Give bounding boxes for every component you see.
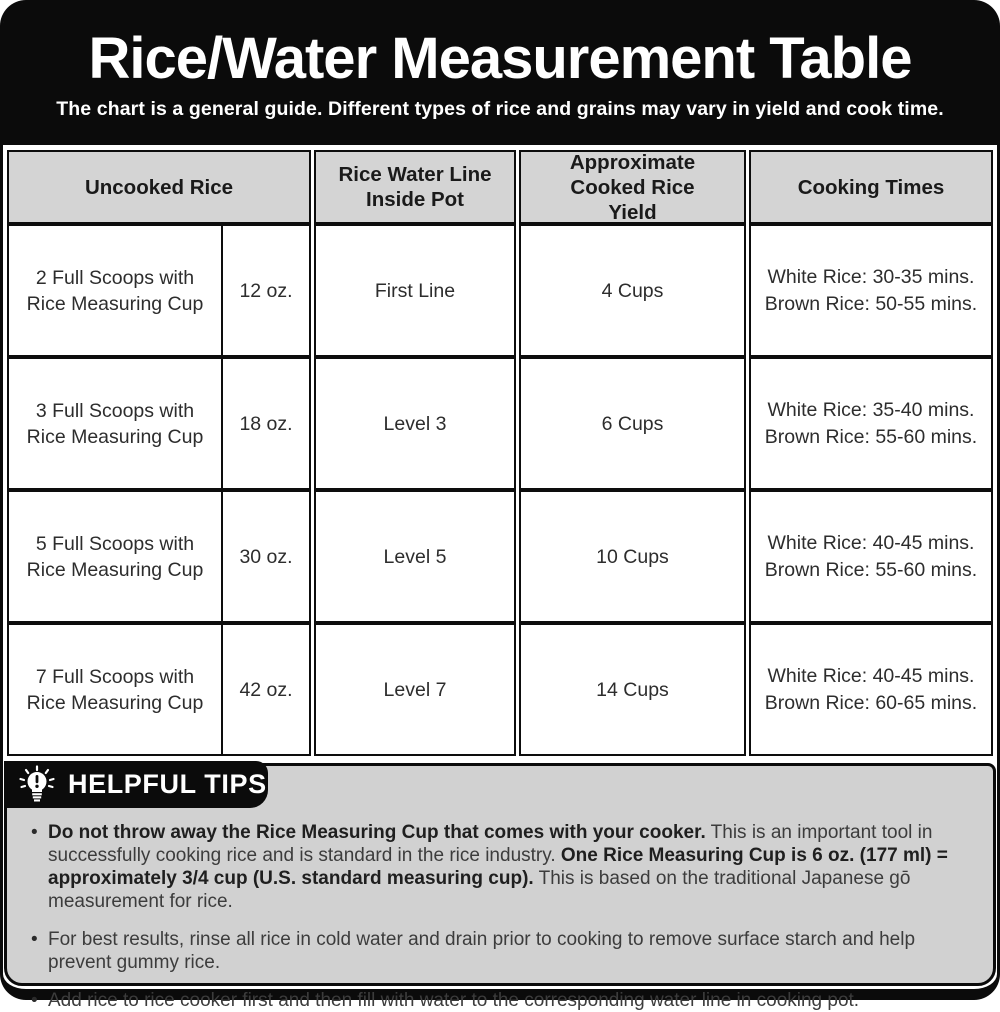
header-rice-water-line: Rice Water Line Inside Pot (314, 150, 516, 224)
rice-water-table (7, 150, 993, 756)
cell-water-line: Level 3 (314, 357, 516, 490)
tip-bold-text: One Rice Measuring Cup is 6 oz. (177 ml) = approximately 3/4 cup (U.S. standard measuring cup). (48, 845, 948, 889)
tip-regular-text: This is based on the traditional Japanese gō measurement for rice. (48, 868, 911, 912)
brown-rice-time: Brown Rice: 55-60 mins. (764, 558, 978, 581)
brown-rice-time: Brown Rice: 50-55 mins. (764, 292, 978, 315)
title-band (3, 3, 997, 145)
cell-cooking-times (749, 357, 993, 490)
cell-scoops: 3 Full Scoops with Rice Measuring Cup (9, 359, 223, 488)
cell-uncooked-rice (7, 490, 311, 623)
cell-scoops: 2 Full Scoops with Rice Measuring Cup (9, 226, 223, 355)
cell-cooking-times (749, 623, 993, 756)
tip-regular-text: For best results, rinse all rice in cold water and drain prior to cooking to remove surface starch and help prevent gummy rice. (48, 929, 916, 973)
cell-ounces: 12 oz. (239, 279, 293, 302)
bullet-marker: • (31, 822, 38, 843)
header-uncooked-rice: Uncooked Rice (7, 150, 311, 224)
table-row (7, 224, 993, 357)
page-subtitle: The chart is a general guide. Different types of rice and grains may vary in yield and cook time. (56, 98, 944, 120)
table-row (7, 490, 993, 623)
tip-bold-text: Do not throw away the Rice Measuring Cup that comes with your cooker. (48, 822, 706, 843)
cell-yield: 14 Cups (519, 623, 746, 756)
white-rice-time: White Rice: 35-40 mins. (767, 398, 975, 421)
table-header-row (7, 150, 993, 224)
tip-regular-text: This is an important tool in successfully cooking rice and is standard in the rice industry. (48, 822, 933, 866)
white-rice-time: White Rice: 30-35 mins. (767, 265, 975, 288)
white-rice-time: White Rice: 40-45 mins. (767, 664, 975, 687)
cell-cooking-times (749, 224, 993, 357)
brown-rice-time: Brown Rice: 55-60 mins. (764, 425, 978, 448)
cell-scoops: 7 Full Scoops with Rice Measuring Cup (9, 625, 223, 754)
white-rice-time: White Rice: 40-45 mins. (767, 531, 975, 554)
cell-ounces: 30 oz. (239, 545, 293, 568)
cell-yield: 4 Cups (519, 224, 746, 357)
cell-uncooked-rice (7, 224, 311, 357)
cell-uncooked-rice (7, 357, 311, 490)
cell-ounces: 42 oz. (239, 678, 293, 701)
helpful-tips-heading: HELPFUL TIPS (68, 769, 267, 799)
tip-item-measuring-cup (31, 821, 963, 913)
lightbulb-icon (17, 765, 57, 805)
cell-water-line: Level 7 (314, 623, 516, 756)
tip-item-rinse-rice (31, 928, 963, 974)
table-row (7, 357, 993, 490)
page-title: Rice/Water Measurement Table (88, 26, 912, 91)
tip-regular-text: Add rice to rice cooker first and then fill with water to the corresponding water line in cooking pot. (48, 990, 860, 1011)
tip-item-add-rice-first (31, 989, 963, 1012)
cell-water-line: Level 5 (314, 490, 516, 623)
header-cooked-rice-yield: Approximate Cooked Rice Yield (519, 150, 746, 224)
brown-rice-time: Brown Rice: 60-65 mins. (764, 691, 978, 714)
cell-yield: 6 Cups (519, 357, 746, 490)
helpful-tips-panel (4, 763, 996, 1011)
bullet-marker: • (31, 990, 38, 1011)
cell-cooking-times (749, 490, 993, 623)
bullet-marker: • (31, 929, 38, 950)
cell-yield: 10 Cups (519, 490, 746, 623)
table-row (7, 623, 993, 756)
cell-uncooked-rice (7, 623, 311, 756)
cell-scoops: 5 Full Scoops with Rice Measuring Cup (9, 492, 223, 621)
header-cooking-times: Cooking Times (749, 150, 993, 224)
cell-water-line: First Line (314, 224, 516, 357)
helpful-tips-label (4, 761, 268, 808)
cell-ounces: 18 oz. (239, 412, 293, 435)
